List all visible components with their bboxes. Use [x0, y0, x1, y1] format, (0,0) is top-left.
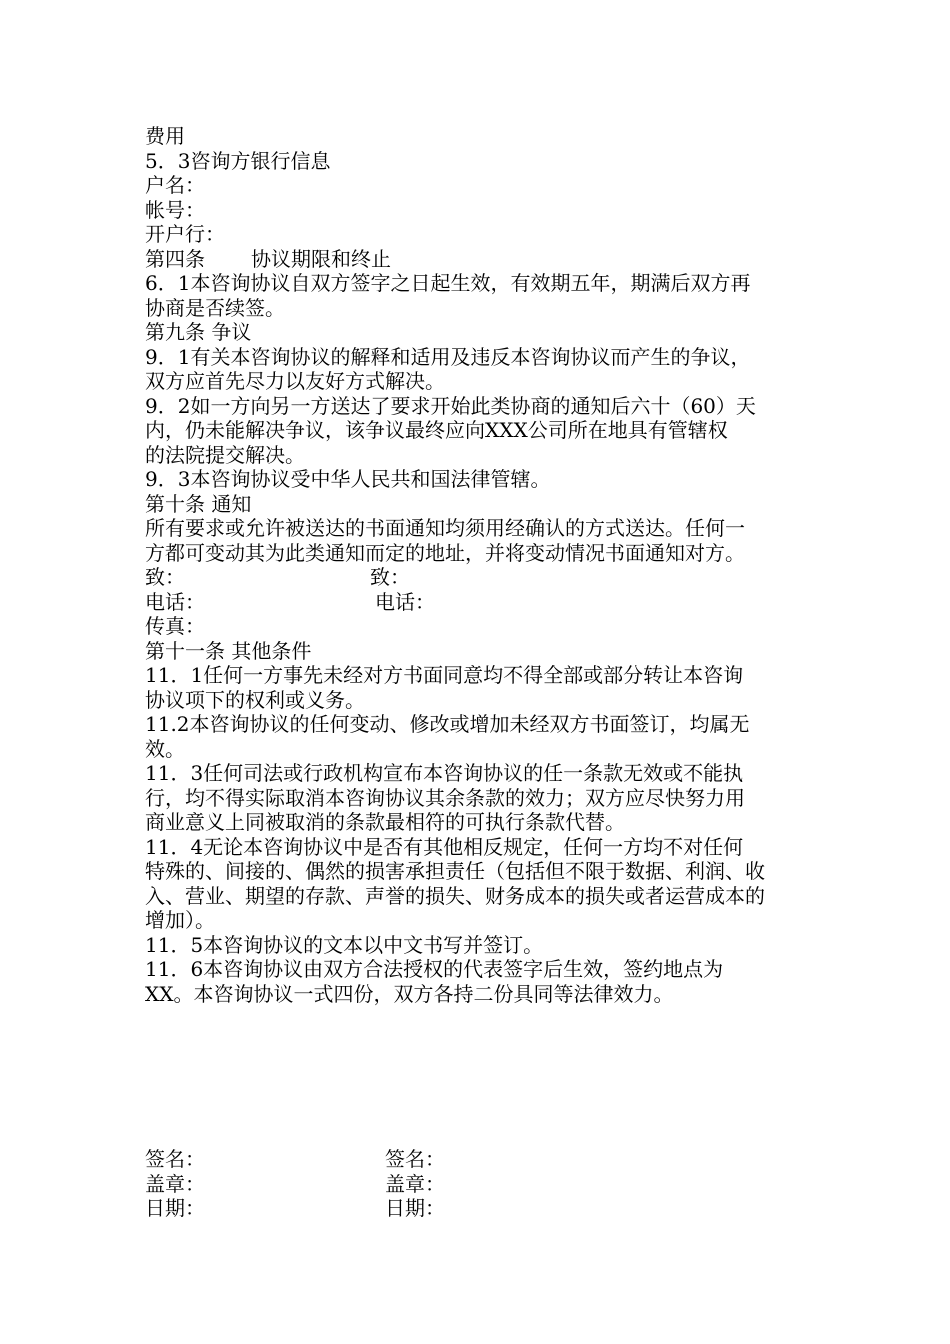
section-heading-article-4: 第四条 协议期限和终止: [145, 246, 391, 271]
text-line: 5．3咨询方银行信息: [145, 148, 331, 173]
text-line: 特殊的、间接的、偶然的损害承担责任（包括但不限于数据、利润、收: [145, 859, 765, 883]
text-line: 协议项下的权利或义务。: [145, 687, 365, 712]
date-b-label: 日期：: [385, 1196, 445, 1220]
text-line: XX。本咨询协议一式四份，双方各持二份具同等法律效力。: [145, 981, 674, 1006]
date-a-label: 日期：: [145, 1196, 205, 1220]
signature-b-label: 签名：: [385, 1147, 445, 1171]
signature-a-label: 签名：: [145, 1147, 205, 1171]
document-body: [145, 124, 810, 1006]
text-line: 6．1本咨询协议自双方签字之日起生效，有效期五年，期满后双方再: [145, 271, 751, 295]
signature-block: [145, 1147, 810, 1221]
recipient-b-label: 致：: [370, 565, 410, 589]
text-line: 协商是否续签。: [145, 295, 285, 320]
text-line: 双方应首先尽力以友好方式解决。: [145, 369, 445, 393]
text-line: 9．1有关本咨询协议的解释和适用及违反本咨询协议而产生的争议，: [145, 344, 751, 369]
section-heading-article-11: 第十一条 其他条件: [145, 638, 312, 663]
seal-row: [145, 1172, 810, 1197]
date-row: [145, 1196, 810, 1221]
seal-a-label: 盖章：: [145, 1171, 205, 1196]
fax-label: 传真：: [145, 614, 205, 638]
text-line: 增加）。: [145, 908, 215, 932]
section-heading-article-9: 第九条 争议: [145, 320, 252, 344]
text-line: 入、营业、期望的存款、声誉的损失、财务成本的损失或者运营成本的: [145, 883, 765, 908]
text-line: 行，均不得实际取消本咨询协议其余条款的效力；双方应尽快努力用: [145, 785, 745, 810]
text-line: 11．4无论本咨询协议中是否有其他相反规定，任何一方均不对任何: [145, 834, 744, 859]
phone-row: [145, 590, 810, 615]
section-heading-article-10: 第十条 通知: [145, 491, 252, 516]
seal-b-label: 盖章：: [385, 1171, 445, 1196]
recipient-a-label: 致：: [145, 565, 185, 589]
recipient-row: [145, 565, 810, 590]
text-line: 效。: [145, 736, 185, 761]
text-line: 9．2如一方向另一方送达了要求开始此类协商的通知后六十（60）天: [145, 393, 756, 418]
text-line: 商业意义上同被取消的条款最相符的可执行条款代替。: [145, 810, 625, 834]
account-name-field: 户名：: [145, 173, 205, 197]
text-line: 内，仍未能解决争议，该争议最终应向XXX公司所在地具有管辖权: [145, 418, 728, 442]
text-line: 所有要求或允许被送达的书面通知均须用经确认的方式送达。任何一: [145, 516, 745, 540]
bank-field: 开户行：: [145, 222, 225, 246]
text-line: 的法院提交解决。: [145, 442, 305, 467]
text-line: 11．1任何一方事先未经对方书面同意均不得全部或部分转让本咨询: [145, 663, 744, 687]
phone-a-label: 电话：: [145, 589, 205, 614]
text-line: 11.2本咨询协议的任何变动、修改或增加未经双方书面签订，均属无: [145, 712, 750, 736]
text-line: 11．5本咨询协议的文本以中文书写并签订。: [145, 932, 544, 957]
text-line: 费用: [145, 124, 185, 148]
text-line: 方都可变动其为此类通知而定的地址，并将变动情况书面通知对方。: [145, 540, 745, 565]
text-line: 11．6本咨询协议由双方合法授权的代表签字后生效，签约地点为: [145, 957, 724, 981]
text-line: 9．3本咨询协议受中华人民共和国法律管辖。: [145, 467, 551, 491]
signature-row: [145, 1147, 810, 1172]
account-number-field: 帐号：: [145, 197, 205, 222]
phone-b-label: 电话：: [375, 589, 435, 614]
text-line: 11．3任何司法或行政机构宣布本咨询协议的任一条款无效或不能执: [145, 761, 744, 785]
